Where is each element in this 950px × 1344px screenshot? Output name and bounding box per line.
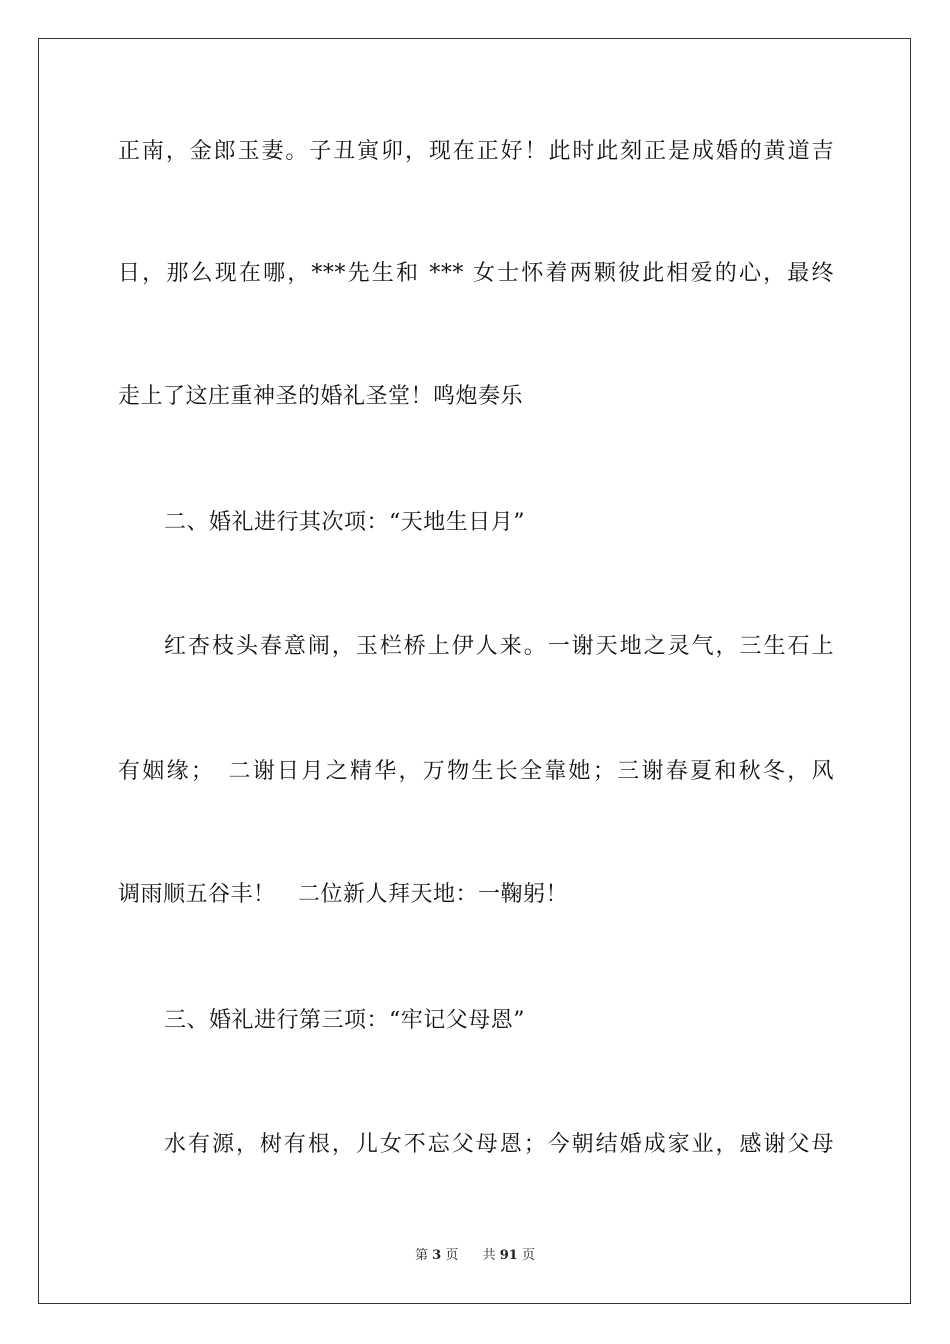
section-heading: 二、婚礼进行其次项：“天地生日月” [164,510,525,535]
page-border [38,38,911,1304]
paragraph-line: 正南，金郎玉妻。子丑寅卯，现在正好！此时此刻正是成婚的黄道吉 [118,139,834,164]
page-footer [0,1246,950,1266]
paragraph-line: 红杏枝头春意闹，玉栏桥上伊人来。一谢天地之灵气，三生石上 [164,634,834,659]
total-prefix: 共 [482,1248,496,1263]
paragraph-line: 调雨顺五谷丰！ 二位新人拜天地：一鞠躬！ [118,882,569,907]
page-prefix: 第 [414,1248,428,1263]
paragraph-line: 水有源，树有根，儿女不忘父母恩；今朝结婚成家业，感谢父母 [164,1132,834,1157]
paragraph-line: 走上了这庄重神圣的婚礼圣堂！鸣炮奏乐 [118,384,524,409]
section-heading: 三、婚礼进行第三项：“牢记父母恩” [164,1008,525,1033]
total-suffix: 页 [522,1248,536,1263]
page-suffix: 页 [445,1248,459,1263]
paragraph-line: 有姻缘； 二谢日月之精华，万物生长全靠她；三谢春夏和秋冬，风 [118,759,834,784]
total-pages: 91 [499,1248,518,1263]
page-number: 3 [432,1248,442,1263]
paragraph-line: 日，那么现在哪，***先生和 *** 女士怀着两颗彼此相爱的心，最终 [118,261,834,286]
